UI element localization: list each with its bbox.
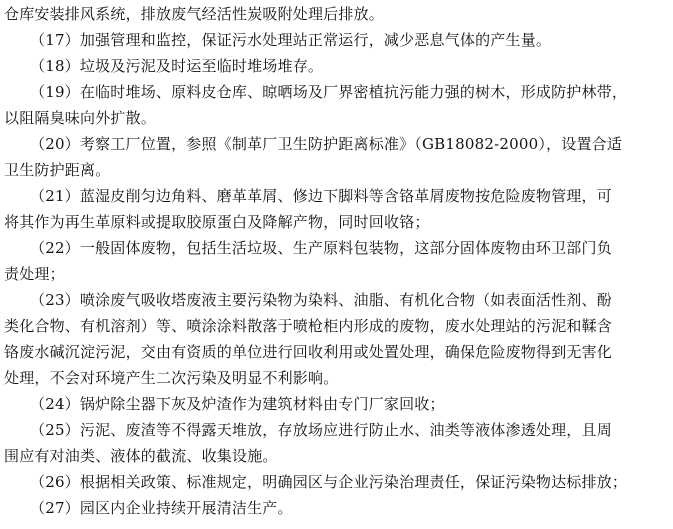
paragraph-line: 类化合物、有机溶剂）等、喷涂涂料散落于喷枪柜内形成的废物，废水处理站的污泥和鞣含 [4, 317, 613, 335]
paragraph-line: （20）考察工厂位置，参照《制革厂卫生防护距离标准》（GB18082-2000），设置合适 [30, 135, 623, 153]
paragraph-line: 将其作为再生革原料或提取胶原蛋白及降解产物，同时回收铬； [4, 213, 430, 231]
paragraph-line: （17）加强管理和监控，保证污水处理站正常运行，减少恶息气体的产生量。 [30, 31, 552, 49]
paragraph-line: 铬废水碱沉淀污泥，交由有资质的单位进行回收利用或处置处理，确保危险废物得到无害化 [4, 343, 613, 361]
paragraph-line: （18）垃圾及污泥及时运至临时堆场堆存。 [30, 57, 324, 75]
paragraph-line: （19）在临时堆场、原料皮仓库、晾晒场及厂界密植抗污能力强的树木，形成防护林带， [30, 83, 628, 101]
paragraph-line: （21）蓝湿皮削匀边角料、磨革革屑、修边下脚料等含铬革屑废物按危险废物管理，可 [30, 187, 612, 205]
paragraph-line: （23）喷涂废气吸收塔废液主要污染物为染料、油脂、有机化合物（如表面活性剂、酚 [30, 291, 612, 309]
paragraph-line: 责处理； [4, 265, 65, 283]
paragraph-line: 仓库安装排风系统，排放废气经活性炭吸附处理后排放。 [4, 5, 385, 23]
paragraph-line: （27）园区内企业持续开展清洁生产。 [30, 499, 293, 517]
paragraph-line: （25）污泥、废渣等不得露天堆放，存放场应进行防止水、油类等液体渗透处理，且周 [30, 421, 612, 439]
paragraph-line: 以阻隔臭味向外扩散。 [4, 109, 157, 127]
paragraph-line: （24）锅炉除尘器下灰及炉渣作为建筑材料由专门厂家回收； [30, 395, 445, 413]
paragraph-line: 卫生防护距离。 [4, 161, 111, 179]
paragraph-line: 围应有对油类、液体的截流、收集设施。 [4, 447, 278, 465]
paragraph-line: （26）根据相关政策、标准规定，明确园区与企业污染治理责任，保证污染物达标排放； [30, 473, 628, 491]
paragraph-line: 处理，不会对环境产生二次污染及明显不利影响。 [4, 369, 339, 387]
paragraph-line: （22）一般固体废物，包括生活垃圾、生产原料包装物，这部分固体废物由环卫部门负 [30, 239, 612, 257]
